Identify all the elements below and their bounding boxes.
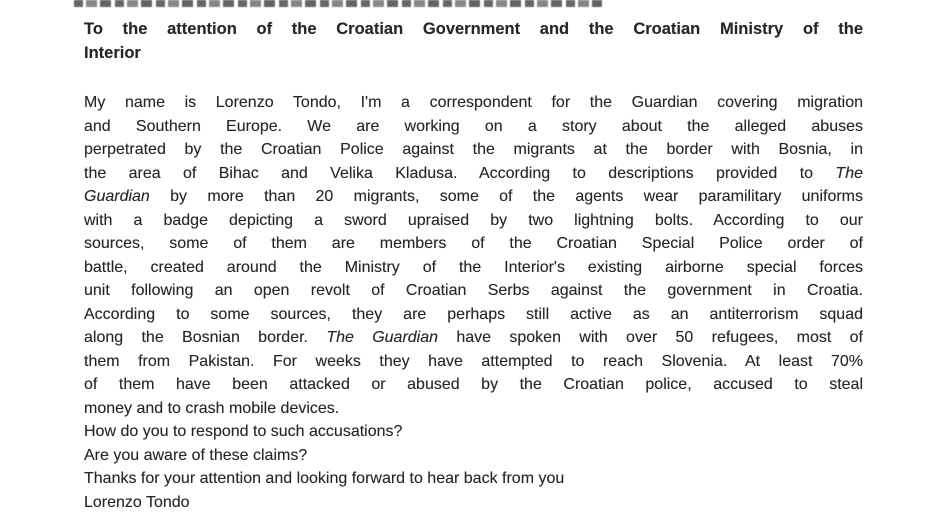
body-text-segment: with a badge depicting a sword upraised by two lightning bolts. According to our xyxy=(84,211,863,229)
letter-content xyxy=(84,18,863,514)
thanks-line: Thanks for your attention and looking forward to hear back from you xyxy=(84,470,565,487)
body-text-segment: them from Pakistan. For weeks they have attempted to reach Slovenia. At least 70% xyxy=(84,352,863,370)
body-text-segment: by more than 20 migrants, some of the agents wear paramilitary uniforms xyxy=(149,188,863,205)
body-line xyxy=(84,256,863,280)
body-line xyxy=(84,115,863,139)
cropped-text-remnant xyxy=(74,0,602,7)
body-text-segment: of them have been attacked or abused by the Croatian police, accused to steal xyxy=(84,376,863,393)
body-text-segment: sources, some of them are members of the Croatian Special Police order of xyxy=(84,235,863,252)
letter-heading xyxy=(84,18,863,65)
signature-name: Lorenzo Tondo xyxy=(84,493,190,511)
body-line xyxy=(84,303,863,327)
body-line xyxy=(84,185,863,209)
body-text-segment: along the Bosnian border. xyxy=(84,329,327,346)
body-text-segment: the area of Bihac and Velika Kladusa. According to descriptions provided to xyxy=(84,164,836,182)
body-text-segment: money and to crash mobile devices. xyxy=(84,399,340,417)
body-line xyxy=(84,373,863,397)
body-line xyxy=(84,138,863,162)
body-text-segment: My name is Lorenzo Tondo, I'm a correspondent for the Guardian covering migration xyxy=(84,94,863,111)
italic-text-segment: The xyxy=(835,164,863,182)
body-text-segment: and Southern Europe. We are working on a story about the alleged abuses xyxy=(84,117,863,135)
body-line-last xyxy=(84,397,863,421)
body-text-segment: have spoken with over 50 refugees, most of xyxy=(438,329,863,346)
italic-text-segment: The Guardian xyxy=(326,329,439,346)
heading-line-1: To the attention of the Croatian Government and the Croatian Ministry of the xyxy=(84,20,863,38)
body-line xyxy=(84,162,863,186)
body-text-segment: According to some sources, they are perhaps still active as an antiterrorism squad xyxy=(84,305,863,323)
body-line xyxy=(84,326,863,350)
letter-closing xyxy=(84,420,863,514)
italic-text-segment: Guardian xyxy=(84,188,150,205)
body-text-segment: unit following an open revolt of Croatian Serbs against the government in Croatia. xyxy=(84,282,863,299)
question-line-2: Are you aware of these claims? xyxy=(84,446,308,464)
body-line xyxy=(84,279,863,303)
body-line xyxy=(84,232,863,256)
body-line xyxy=(84,209,863,233)
question-line-1: How do you to respond to such accusations? xyxy=(84,423,403,440)
heading-line-2: Interior xyxy=(84,43,141,62)
letter-body-paragraph xyxy=(84,91,863,420)
body-line xyxy=(84,350,863,374)
body-text-segment: battle, created around the Ministry of the Interior's existing airborne special forces xyxy=(84,258,863,276)
body-text-segment: perpetrated by the Croatian Police against the migrants at the border with Bosnia, in xyxy=(84,141,863,158)
body-line xyxy=(84,91,863,115)
